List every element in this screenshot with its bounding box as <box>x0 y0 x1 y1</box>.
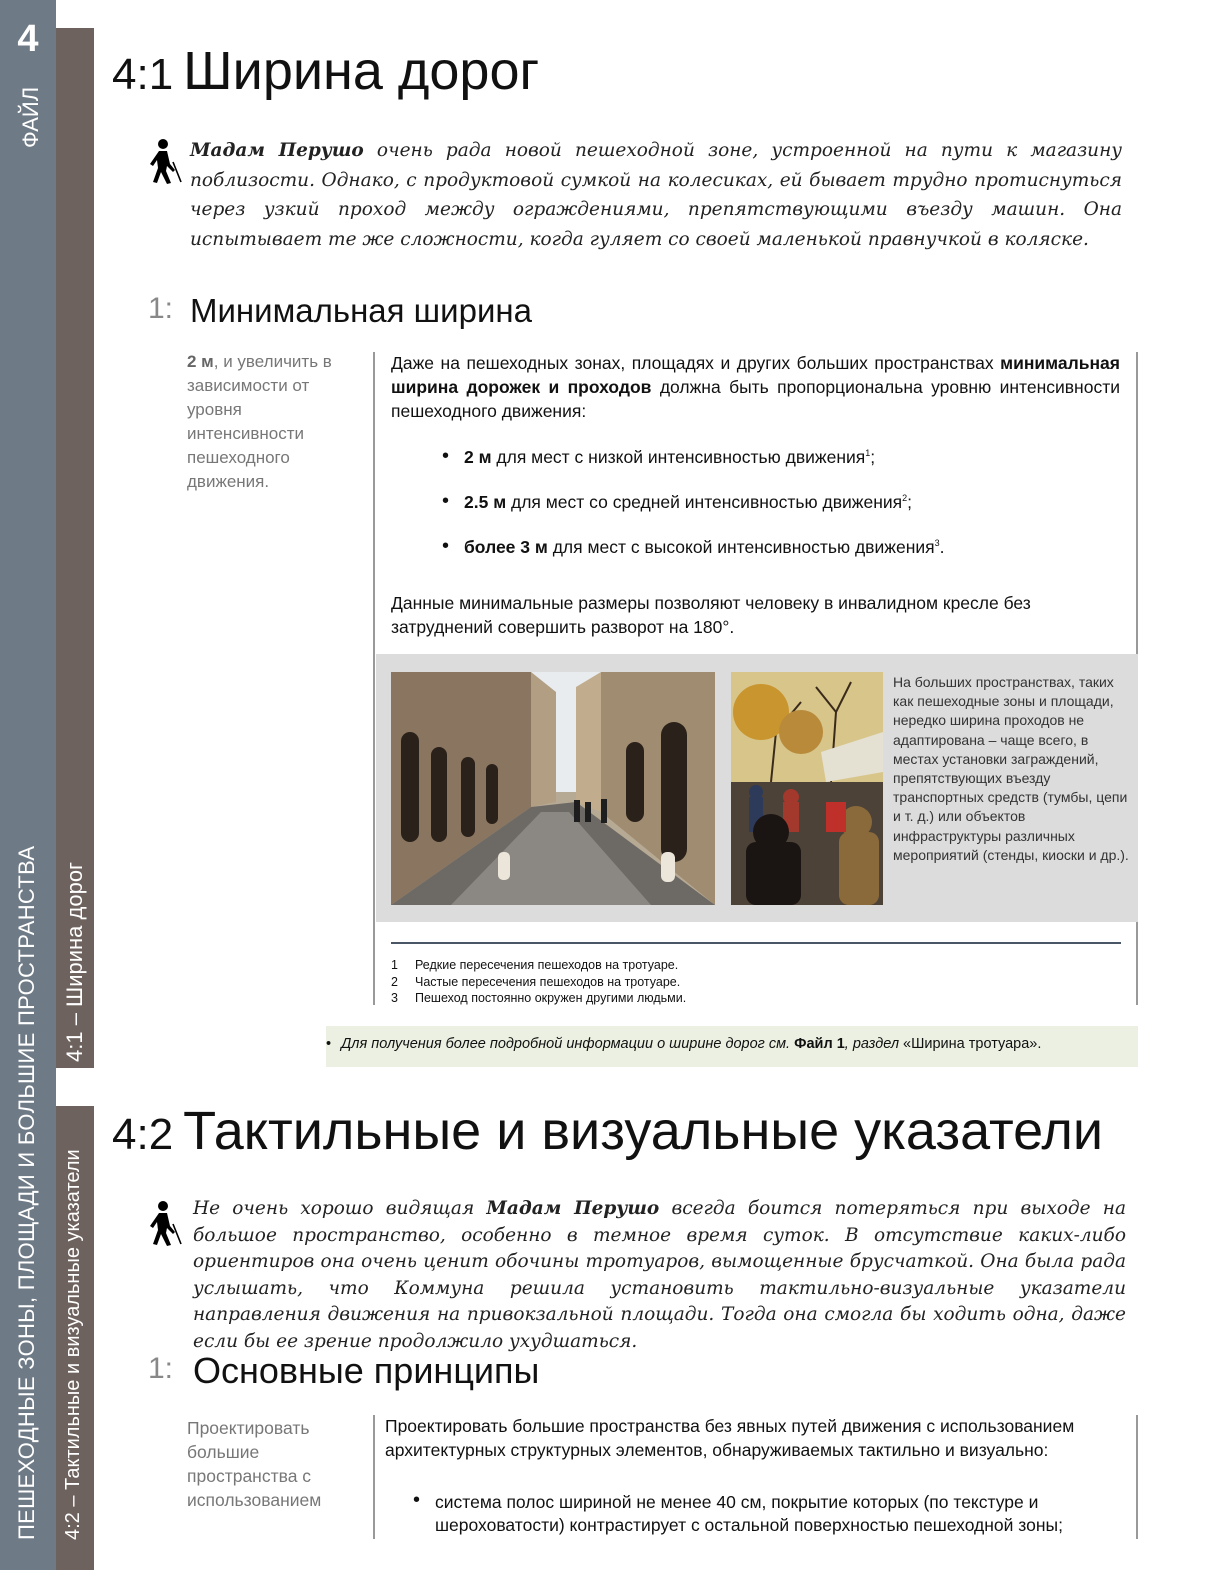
subsection-number: 1: <box>148 1352 174 1385</box>
principles-intro: Проектировать большие пространства без явных путей движения с использованием архитектурных структурных элементов, обнаруживаемых тактильно и визуально: <box>385 1416 1075 1460</box>
footnote: 1 Редкие пересечения пешеходов на тротуаре. <box>391 958 679 972</box>
info-note: • Для получения более подробной информации о ширине дорог см. Файл 1, раздел «Ширина тротуара». <box>326 1036 1042 1052</box>
list-item: • 2 м для мест с низкой интенсивностью движения$^1$; <box>442 447 945 468</box>
subsection-number: 1: <box>148 292 174 325</box>
list-item: • более 3 м для мест с высокой интенсивностью движения$^3$. <box>442 537 945 558</box>
story-text: всегда боится потеряться при выходе на большое пространство, особенно в темное время суток. В отсутствие каких-либо ориентиров она очень ценит обочины тротуаров, вымощенные брусчаткой. Она была рада услышать, что Коммуна решила установить тактильно-визуальные указатели направления движения на привокзальной площади. Тогда она смогла бы ходить одна, даже если бы ее зрение продолжило ухудшаться. <box>193 1198 1126 1352</box>
sidenote-bold: 2 м <box>187 352 214 371</box>
list-item: • 2.5 м для мест со средней интенсивностью движения$^2$; <box>442 492 945 513</box>
section-title-text: Тактильные и визуальные указатели <box>183 1101 1103 1161</box>
footnote-rule <box>391 942 1121 944</box>
subsection-title: Минимальная ширина <box>190 292 532 329</box>
story-name: Мадам Перушо <box>190 140 364 161</box>
content-left-rule <box>373 352 375 1005</box>
content-right-rule <box>1136 1415 1138 1539</box>
subsection-title: Основные принципы <box>193 1350 540 1391</box>
section-number: 4:2 <box>112 1110 174 1159</box>
footnotes <box>391 957 686 1007</box>
wheelchair-note: Данные минимальные размеры позволяют человеку в инвалидном кресле без затруднений совершить разворот на 180°. <box>391 593 1031 637</box>
street-photo <box>391 672 715 905</box>
section-number: 4:1 <box>112 50 174 99</box>
story-text: очень рада новой пешеходной зоне, устроенной на пути к магазину поблизости. Однако, с продуктовой сумкой на колесиках, ей бывает трудно протиснуться через узкий проход между ограждениями, препятствующими въезду машин. Она испытывает те же сложности, когда гуляет со своей маленькой правнучкой в коляске. <box>190 140 1122 250</box>
footnote: 3 Пешеход постоянно окружен другими людьми. <box>391 991 687 1005</box>
section-42-title <box>112 1100 1103 1162</box>
sidenote <box>187 350 352 494</box>
sidebar-section-41: 4:1 – Ширина дорог <box>62 861 87 1062</box>
story-name: Мадам Перушо <box>486 1198 660 1219</box>
file-label: ФАЙЛ <box>18 86 43 148</box>
story-paragraph <box>190 136 1122 254</box>
info-file-link: Файл 1 <box>794 1036 845 1052</box>
intro-bold: минимальная ширина дорожек и проходов <box>391 353 1120 397</box>
intro-paragraph: Даже на пешеходных зонах, площадях и других больших пространствах минимальная ширина дорожек и проходов должна быть пропорциональна уровню интенсивности пешеходного движения: <box>391 353 1120 421</box>
sidenote: Проектировать большие пространства с использованием <box>187 1418 322 1510</box>
content-left-rule <box>373 1415 375 1539</box>
section-title-text: Ширина дорог <box>183 41 540 101</box>
chapter-title: ПЕШЕХОДНЫЕ ЗОНЫ, ПЛОЩАДИ И БОЛЬШИЕ ПРОСТРАНСТВА <box>14 845 39 1540</box>
section-41-title <box>112 40 539 102</box>
sidebar-section-42: 4:2 – Тактильные и визуальные указатели <box>62 1149 84 1540</box>
pedestrian-cane-icon <box>145 1200 183 1246</box>
width-list <box>442 447 945 558</box>
sidenote-text: , и увеличить в зависимости от уровня интенсивности пешеходного движения. <box>187 352 332 491</box>
file-number: 4 <box>17 18 39 60</box>
photo-caption: На больших пространствах, таких как пешеходные зоны и площади, нередко ширина проходов не адаптирована – чаще всего, в местах установки заграждений, препятствующих въезду транспортных средств (тумбы, цепи и т. д.) или объектов инфраструктуры различных мероприятий (стенды, киоски и др.). <box>893 674 1129 863</box>
principles-list <box>413 1491 1113 1537</box>
sidebar-gap <box>56 1068 94 1106</box>
story-paragraph: Не очень хорошо видящая Мадам Перушо всегда боится потеряться при выходе на большое пространство, особенно в темное время суток. В отсутствие каких-либо ориентиров она очень ценит обочины тротуаров, вымощенные брусчаткой. Она была рада услышать, что Коммуна решила установить тактильно-визуальные указатели направления движения на привокзальной площади. Тогда она смогла бы ходить одна, даже если бы ее зрение продолжило ухудшаться. <box>193 1198 1126 1352</box>
list-item: • система полос шириной не менее 40 см, покрытие которых (по текстуре и шероховатости) контрастирует с остальной поверхностью пешеходной зоны; <box>413 1491 1113 1537</box>
footnote: 2 Частые пересечения пешеходов на тротуаре. <box>391 974 681 989</box>
market-photo <box>731 672 883 905</box>
pedestrian-cane-icon <box>145 138 183 184</box>
